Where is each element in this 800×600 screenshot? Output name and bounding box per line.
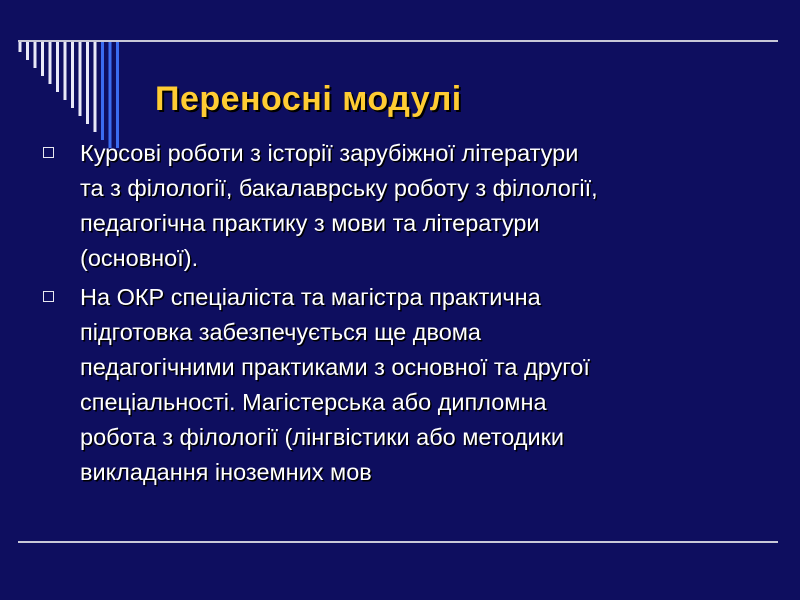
bullet-line: педагогічними практиками з основної та другої (80, 354, 590, 380)
bottom-divider (18, 541, 778, 543)
bullet-line: та з філології, бакалаврську роботу з філології, (80, 175, 598, 201)
bullet-item-2 (40, 280, 780, 490)
bullet-line: (основної). (80, 245, 199, 271)
bullet-line: педагогічна практику з мови та літератури (80, 210, 540, 236)
square-bullet-icon (43, 147, 54, 158)
bullet-line: робота з філології (лінгвістики або методики (80, 424, 564, 450)
decorative-stripes (0, 0, 140, 150)
bullet-line: На ОКР спеціаліста та магістра практична (80, 284, 541, 310)
bullet-line: підготовка забезпечується ще двома (80, 319, 481, 345)
bullet-item-1 (40, 136, 780, 276)
slide-title: Переносні модулі (155, 80, 462, 118)
top-divider (18, 40, 778, 42)
square-bullet-icon (43, 291, 54, 302)
bullet-line: спеціальності. Магістерська або дипломна (80, 389, 547, 415)
bullet-line: Курсові роботи з історії зарубіжної літератури (80, 140, 579, 166)
bullet-line: викладання іноземних мов (80, 459, 372, 485)
bullet-list (40, 136, 780, 494)
